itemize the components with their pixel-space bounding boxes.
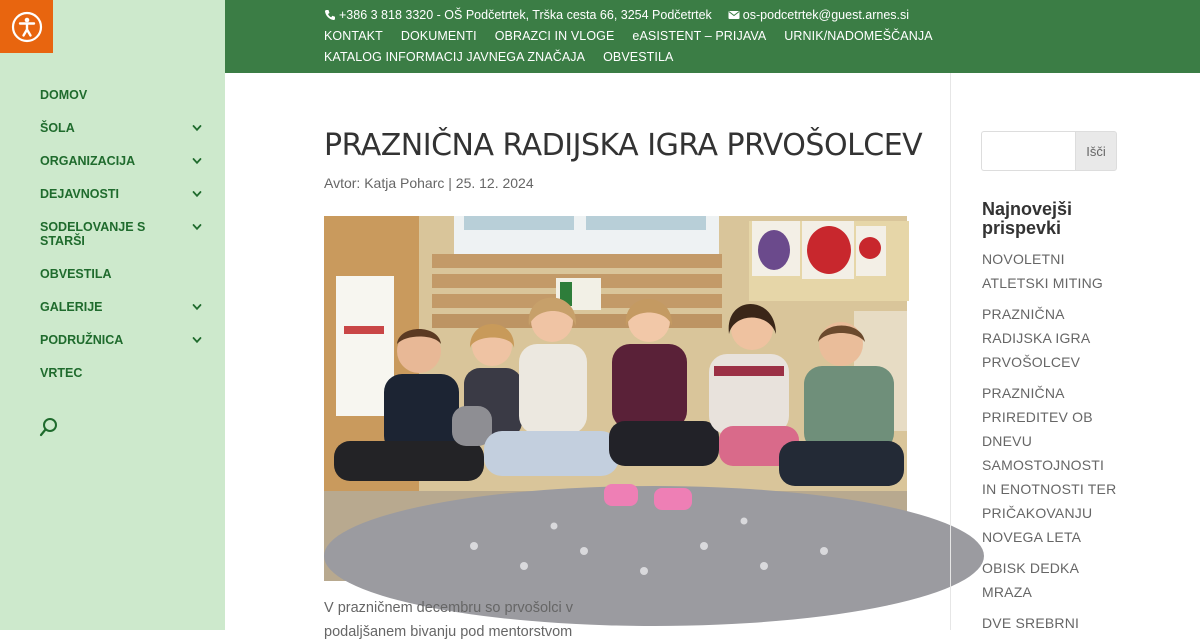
sidebar-item-label: DEJAVNOSTI (40, 187, 119, 201)
search-form (981, 131, 1117, 171)
contact-info (324, 8, 909, 22)
article-intro: V prazničnem decembru so prvošolci v podaljšanem bivanju pod mentorstvom (324, 600, 574, 640)
recent-post-link[interactable]: OBISK DEDKA MRAZA (982, 560, 1079, 600)
sidebar-item-label: ŠOLA (40, 121, 75, 135)
sidebar-item-podružnica[interactable] (40, 333, 210, 347)
chevron-down-icon[interactable] (191, 301, 203, 313)
chevron-down-icon[interactable] (191, 334, 203, 346)
sidebar-item-domov[interactable] (40, 88, 210, 102)
featured-photo (324, 216, 907, 581)
envelope-icon (728, 9, 740, 21)
accessibility-button[interactable] (0, 0, 53, 53)
top-menu-item[interactable]: OBRAZCI IN VLOGE (494, 29, 615, 43)
sidebar-item-sodelovanje-s-starši[interactable] (40, 220, 210, 248)
chevron-down-icon[interactable] (191, 188, 203, 200)
top-menu-item[interactable]: URNIK/NADOMEŠČANJA (784, 29, 933, 43)
recent-post-link[interactable]: NOVOLETNI ATLETSKI MITING (982, 251, 1103, 291)
recent-post-link[interactable]: DVE SREBRNI (982, 615, 1080, 631)
email-link[interactable] (728, 8, 909, 22)
page-title: PRAZNIČNA RADIJSKA IGRA PRVOŠOLCEV (324, 128, 923, 163)
top-menu-item[interactable]: KONTAKT (324, 29, 383, 43)
recent-post-link[interactable]: PRAZNIČNA RADIJSKA IGRA PRVOŠOLCEV (982, 306, 1090, 370)
sidebar-item-label: VRTEC (40, 366, 83, 380)
sidebar-item-label: ORGANIZACIJA (40, 154, 136, 168)
sidebar-item-label: DOMOV (40, 88, 88, 102)
recent-post-link[interactable]: PRAZNIČNA PRIREDITEV OB DNEVU SAMOSTOJNOSTI IN ENOTNOSTI TER PRIČAKOVANJU NOVEGA LETA (982, 385, 1117, 545)
sidebar-item-label: SODELOVANJE S STARŠI (40, 220, 146, 248)
sidebar-item-šola[interactable] (40, 121, 210, 135)
chevron-down-icon[interactable] (191, 155, 203, 167)
search-icon[interactable] (38, 416, 60, 438)
search-input[interactable] (981, 131, 1075, 171)
side-navigation (0, 0, 225, 630)
top-menu-item[interactable]: eASISTENT – PRIJAVA (632, 29, 767, 43)
sidebar-item-galerije[interactable] (40, 300, 210, 314)
search-button[interactable]: Išči (1075, 131, 1117, 171)
top-bar (225, 0, 1200, 73)
main-content (225, 73, 950, 640)
chevron-down-icon[interactable] (191, 122, 203, 134)
sidebar-item-label: PODRUŽNICA (40, 333, 124, 347)
top-menu-item[interactable]: OBVESTILA (603, 50, 674, 64)
top-menu-item[interactable]: DOKUMENTI (400, 29, 477, 43)
top-menu-item[interactable]: KATALOG INFORMACIJ JAVNEGA ZNAČAJA (324, 50, 586, 64)
sidebar-item-label: GALERIJE (40, 300, 103, 314)
phone-address-text: +386 3 818 3320 - OŠ Podčetrtek, Trška cesta 66, 3254 Podčetrtek (339, 8, 712, 22)
post-meta: Avtor: Katja Poharc | 25. 12. 2024 (324, 175, 534, 191)
chevron-down-icon[interactable] (191, 221, 203, 233)
sidebar-item-obvestila[interactable] (40, 267, 210, 281)
sidebar-item-vrtec[interactable] (40, 366, 210, 380)
accessibility-icon (11, 11, 43, 43)
top-menu-row-1 (324, 29, 933, 43)
recent-posts-list (982, 247, 1122, 642)
sidebar-item-dejavnosti[interactable] (40, 187, 210, 201)
top-menu-row-2 (324, 50, 673, 64)
phone-icon (324, 9, 336, 21)
email-text: os-podcetrtek@guest.arnes.si (742, 8, 910, 22)
sidebar-item-organizacija[interactable] (40, 154, 210, 168)
column-divider (950, 73, 951, 630)
recent-posts-heading: Najnovejši prispevki (982, 199, 1073, 238)
sidebar-item-label: OBVESTILA (40, 267, 112, 281)
